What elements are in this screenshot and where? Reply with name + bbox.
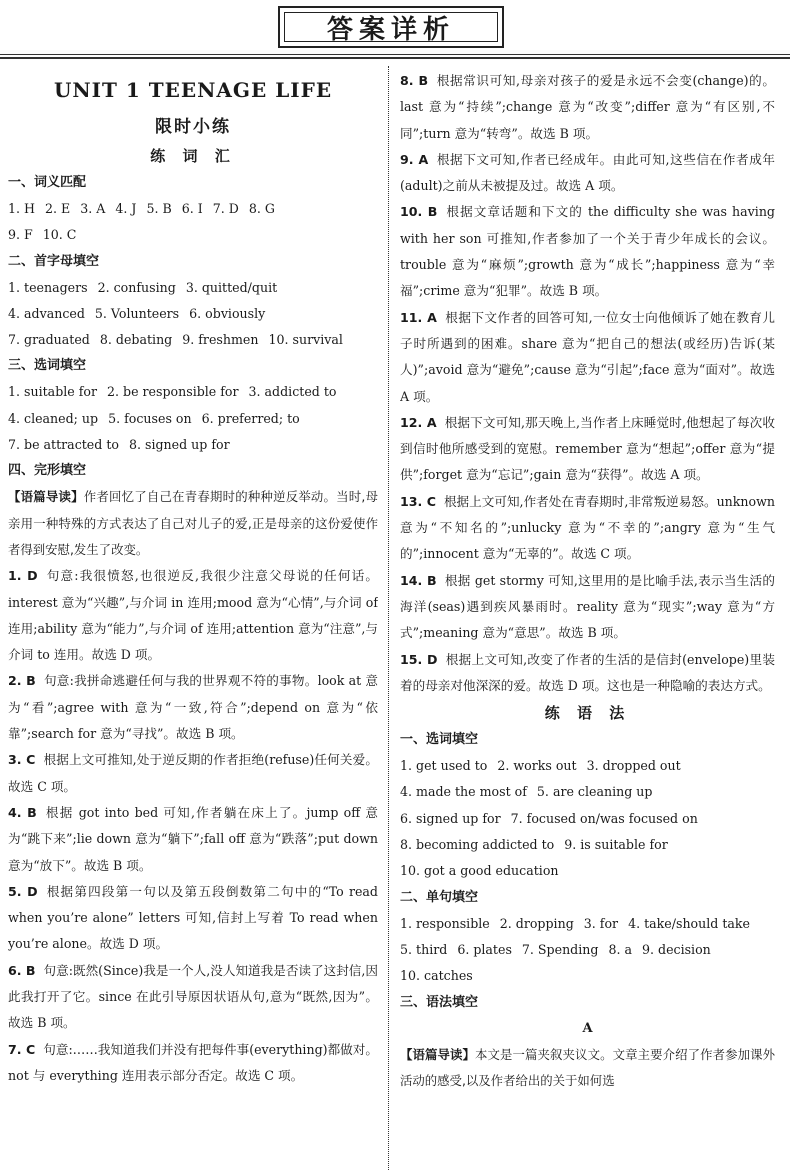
item-number: 8. B [400,73,429,88]
s3-line1 [8,379,378,405]
item-number: 12. A [400,414,437,430]
explanation-item [400,147,775,200]
answer: 7. be attracted to [8,437,119,453]
g2-line2 [400,937,775,963]
answer: 1. get used to [400,758,488,774]
s2-line1 [8,275,378,301]
item-text: 句意:我拼命逃避任何与我的世界观不符的事物。look at 意为“看”;agree with 意为“一致,符合”;depend on 意为“依靠”;search for 意为“寻找”。故选 B 项。 [8,673,378,742]
s1-line1 [8,196,378,222]
explanation-item [400,647,775,700]
answer: 3. addicted to [248,384,337,400]
answer: 8. signed up for [128,437,230,453]
page-header-title: 答案详析 [326,14,455,45]
g2-line1 [400,911,775,937]
left-column [8,68,378,1168]
item-number: 6. B [8,962,36,978]
g1-line2 [400,779,775,805]
g1-heading: 一、选词填空 [400,732,479,748]
answer: 8. debating [99,332,173,348]
g2-heading: 二、单句填空 [400,889,479,905]
item-text: 根据下文作者的回答可知,一位女士向他倾诉了她在教育儿子时所遇到的困难。share 意为“把自己的想法(或经历)告诉(某人)”;avoid 意为“避免”;cause 意为“引起”;face 意为“面对”。故选 A 项。 [400,309,775,404]
item-text: 句意:……我知道我们并没有把每件事(everything)都做对。not 与 everything 连用表示部分否定。故选 C 项。 [8,1041,378,1083]
s2-line3 [8,327,378,353]
answer: 1. responsible [400,915,490,931]
explanation-item [8,800,378,879]
answer: 7. Spending [521,941,599,957]
answer: 3. A [80,201,106,216]
answer: 4. take/should take [628,915,750,931]
answer: 10. got a good education [400,863,559,879]
guide-label: 【语篇导读】 [400,1046,476,1062]
answer: 5. third [400,941,448,957]
item-number: 3. C [8,752,36,768]
answer: 7. D [212,201,239,216]
answer: 10. survival [268,332,343,348]
answer: 4. advanced [8,305,85,321]
item-number: 10. B [400,204,438,220]
answer: 3. for [583,915,619,931]
header-rule-thick [0,57,790,59]
explanation-item [400,68,775,147]
item-number: 9. A [400,151,429,167]
answer: 2. dropping [499,915,574,931]
answer: 9. decision [641,941,711,957]
answer: 1. teenagers [8,279,88,295]
answer: 4. cleaned; up [8,410,99,426]
answer: 6. signed up for [400,810,501,826]
explanation-item [400,305,775,410]
item-number: 7. C [8,1041,36,1057]
explanation-item [8,563,378,668]
item-text: 根据 got into bed 可知,作者躺在床上了。jump off 意为“跳下来”;lie down 意为“躺下”;fall off 意为“跌落”;put down 意为“放下”。故选 B 项。 [8,804,378,873]
practice-title: 限时小练 [155,117,231,137]
item-number: 15. D [400,651,438,667]
g2-line3 [400,963,775,989]
item-number: 2. B [8,673,36,689]
item-text: 根据下文可知,作者已经成年。由此可知,这些信在作者成年(adult)之前从未被提及过。故选 A 项。 [400,151,775,194]
answer: 8. a [608,941,632,957]
item-text: 根据下文可知,那天晚上,当作者上床睡觉时,他想起了每次收到信时他所感受到的宽慰。remember 意为“想起”;offer 意为“提供”;forget 意为“忘记”;gain 意为“获得”。故选 A 项。 [400,414,775,483]
item-number: 14. B [400,572,437,588]
item-text: 根据常识可知,母亲对孩子的爱是永远不会变(change)的。last 意为“持续”;change 意为“改变”;differ 意为“有区别,不同”;turn 意为“转弯”。故选 B 项。 [400,73,775,141]
guide-text: 本文是一篇夹叙夹议文。文章主要介绍了作者参加课外活动的感受,以及作者给出的关于如何选 [400,1046,775,1088]
part-a-label: A [582,1020,593,1036]
g1-line5 [400,858,775,884]
answer: 2. works out [497,758,577,774]
s2-heading: 二、首字母填空 [8,253,100,269]
answer: 5. are cleaning up [536,784,653,800]
s3-line3 [8,432,378,458]
answer: 5. focuses on [108,410,192,426]
explanation-item [400,489,775,568]
s3-line2 [8,406,378,432]
s2-line2 [8,301,378,327]
answer: 9. F [8,227,33,243]
answer: 7. graduated [8,332,90,348]
g1-line3 [400,806,775,832]
item-number: 1. D [8,568,38,584]
answer: 9. is suitable for [564,837,668,853]
header-rule-thin [0,54,790,55]
answer: 8. becoming addicted to [400,837,555,853]
answer: 3. quitted/quit [185,279,278,295]
answer: 1. suitable for [8,384,97,400]
s1-line2 [8,222,378,248]
answer: 10. catches [400,968,473,984]
item-text: 根据上文可知,作者处在青春期时,非常叛逆易怒。unknown 意为“不知名的”;unlucky 意为“不幸的”;angry 意为“生气的”;innocent 意为“无辜的”。故选 C 项。 [400,493,775,562]
item-text: 根据上文可推知,处于逆反期的作者拒绝(refuse)任何关爱。故选 C 项。 [8,752,378,794]
s4-heading: 四、完形填空 [8,463,87,479]
passage-guide [400,1042,775,1095]
g1-line4 [400,832,775,858]
s3-heading: 三、选词填空 [8,358,87,374]
right-column [400,68,775,1168]
item-text: 句意:既然(Since)我是一个人,没人知道我是否读了这封信,因此我打开了它。since 在此引导原因状语从句,意为“既然,因为”。故选 B 项。 [8,962,378,1031]
item-text: 根据第四段第一句以及第五段倒数第二句中的“To read when you’re alone” letters 可知,信封上写着 To read when you’re alone。故选 D 项。 [8,883,378,952]
item-number: 11. A [400,309,437,325]
answer: 2. be responsible for [107,384,239,400]
explanation-item [8,1037,378,1090]
answer: 5. Volunteers [94,305,180,321]
explanation-item [8,879,378,958]
explanation-item [400,410,775,489]
vocab-section-title: 练 词 汇 [150,147,236,165]
item-number: 4. B [8,804,37,820]
page-header-banner [278,6,504,48]
explanation-item [8,958,378,1037]
g1-line1 [400,753,775,779]
answer: 6. obviously [189,305,266,321]
item-text: 根据文章话题和下文的 the difficulty she was having with her son 可推知,作者参加了一个关于青少年成长的会议。trouble 意为“麻烦”;growth 意为“成长”;happiness 意为“幸福”;crime 意为“犯罪”。故选 B 项。 [400,204,775,299]
g3-heading: 三、语法填空 [400,994,479,1010]
passage-guide [8,484,378,563]
answer: 1. H [8,201,36,216]
answer: 5. B [146,201,172,216]
answer: 2. confusing [97,279,176,295]
answer: 6. I [181,201,203,216]
answer: 10. C [42,227,77,243]
guide-text: 作者回忆了自己在青春期时的种种逆反举动。当时,母亲用一种特殊的方式表达了自己对儿子的爱,正是母亲的这份爱使作者得到安慰,发生了改变。 [8,489,378,557]
explanation-item [8,668,378,747]
answer: 6. preferred; to [201,410,300,426]
answer: 7. focused on/was focused on [510,810,698,826]
answer: 2. E [45,201,71,216]
explanation-item [400,568,775,647]
item-number: 13. C [400,493,436,509]
answer: 9. freshmen [182,332,259,348]
column-divider [388,66,389,1170]
answer: 4. J [115,201,137,216]
item-text: 句意:我很愤怒,也很逆反,我很少注意父母说的任何话。interest 意为“兴趣”,与介词 in 连用;mood 意为“心情”,与介词 of 连用;ability 意为“能力”,与介词 of 连用;attention 意为“注意”,与介词 to 连用。故选 D 项。 [8,568,378,663]
item-text: 根据上文可知,改变了作者的生活的是信封(envelope)里装着的母亲对他深深的爱。故选 D 项。这也是一种隐喻的表达方式。 [400,651,775,693]
guide-label: 【语篇导读】 [8,489,84,505]
answer: 3. dropped out [586,758,681,774]
answer: 6. plates [457,941,512,957]
answer: 8. G [248,201,275,216]
grammar-section-title: 练 语 法 [544,704,631,723]
answer: 4. made the most of [400,784,527,800]
s1-heading: 一、词义匹配 [8,175,87,190]
item-number: 5. D [8,883,38,899]
unit-title: UNIT 1 TEENAGE LIFE [53,78,333,102]
item-text: 根据 get stormy 可知,这里用的是比喻手法,表示当生活的海洋(seas)遇到疾风暴雨时。reality 意为“现实”;way 意为“方式”;meaning 意为“意思”。故选 B 项。 [400,572,775,641]
explanation-item [8,747,378,800]
explanation-item [400,199,775,304]
